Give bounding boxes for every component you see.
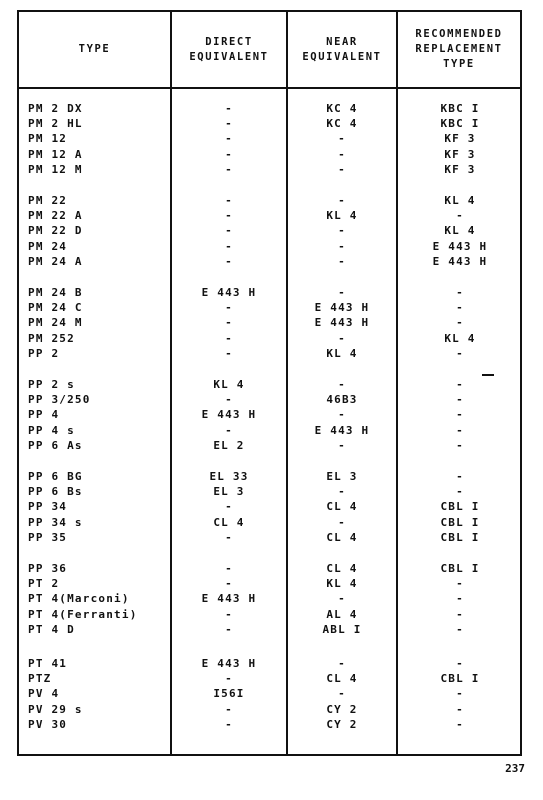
cell-type: PM 22 A	[28, 209, 83, 223]
cell-direct: -	[225, 702, 233, 716]
cell-replacement: KL 4	[444, 224, 476, 238]
cell-type: PM 24 M	[28, 316, 83, 330]
cell-replacement: -	[456, 301, 464, 315]
table-row	[0, 622, 543, 637]
table-row	[0, 223, 543, 238]
cell-direct: E 443 H	[201, 286, 257, 299]
cell-direct: -	[225, 423, 233, 437]
cell-near: -	[338, 438, 346, 452]
header-type: TYPE	[78, 43, 111, 55]
cell-replacement: -	[456, 378, 464, 391]
table-row	[0, 377, 543, 392]
table-row	[0, 702, 543, 717]
cell-near: CY 2	[326, 702, 358, 716]
table-row	[0, 162, 543, 177]
cell-type: PT 2	[28, 577, 60, 591]
cell-direct: -	[225, 530, 233, 544]
cell-near: EL 3	[326, 470, 358, 483]
cell-type: PP 6 BG	[28, 470, 83, 483]
cell-replacement: -	[456, 687, 464, 701]
cell-direct: KL 4	[213, 378, 245, 391]
table-row	[0, 208, 543, 223]
cell-direct: E 443 H	[201, 592, 257, 606]
cell-near: -	[338, 408, 346, 422]
cell-near: -	[338, 286, 346, 299]
cell-type: PP 34	[28, 500, 68, 514]
table-row	[0, 239, 543, 254]
cell-type: PP 4 s	[28, 423, 75, 437]
cell-direct: EL 3	[213, 485, 245, 499]
cell-replacement: CBL I	[440, 672, 480, 686]
cell-replacement: -	[456, 717, 464, 731]
cell-replacement: E 443 H	[432, 239, 488, 253]
table-row	[0, 300, 543, 315]
cell-near: CY 2	[326, 717, 358, 731]
cell-near: -	[338, 224, 346, 238]
cell-replacement: -	[456, 702, 464, 716]
page-number: 237	[505, 762, 525, 775]
cell-type: PM 24 A	[28, 254, 83, 268]
cell-type: PM 24 C	[28, 301, 83, 315]
table-row	[0, 346, 543, 361]
cell-replacement: KBC I	[440, 117, 480, 131]
cell-type: PM 12 A	[28, 147, 83, 161]
cell-near: CL 4	[326, 672, 358, 686]
cell-near: -	[338, 515, 346, 529]
cell-near: E 443 H	[314, 316, 370, 330]
cell-type: PM 12	[28, 132, 68, 146]
cell-near: KL 4	[326, 346, 358, 360]
table-row	[0, 315, 543, 330]
cell-type: PT 4 D	[28, 622, 75, 636]
cell-near: AL 4	[326, 607, 358, 621]
cell-replacement: CBL I	[440, 515, 480, 529]
cell-replacement: -	[456, 592, 464, 606]
cell-direct: EL 33	[209, 470, 249, 483]
cell-direct: -	[225, 224, 233, 238]
cell-replacement: CBL I	[440, 500, 480, 514]
cell-type: PM 2 HL	[28, 117, 83, 131]
cell-direct: -	[225, 316, 233, 330]
cell-direct: -	[225, 117, 233, 131]
cell-near: E 443 H	[314, 423, 370, 437]
cell-replacement: -	[456, 408, 464, 422]
cell-type: PP 36	[28, 562, 68, 575]
cell-type: PT 4(Marconi)	[28, 592, 130, 606]
cell-replacement: KF 3	[444, 147, 476, 161]
cell-near: -	[338, 485, 346, 499]
cell-near: -	[338, 657, 346, 670]
cell-replacement: -	[456, 438, 464, 452]
cell-direct: -	[225, 577, 233, 591]
cell-near: KL 4	[326, 209, 358, 223]
table-row	[0, 101, 543, 116]
cell-type: PM 22	[28, 194, 68, 207]
cell-replacement: KF 3	[444, 162, 476, 176]
cell-type: PV 29 s	[28, 702, 83, 716]
cell-near: -	[338, 687, 346, 701]
cell-near: -	[338, 331, 346, 345]
header-divider	[17, 87, 522, 89]
table-row	[0, 515, 543, 530]
table-row	[0, 407, 543, 422]
cell-direct: E 443 H	[201, 657, 257, 670]
cell-replacement: -	[456, 286, 464, 299]
table-row	[0, 607, 543, 622]
cell-direct: -	[225, 301, 233, 315]
cell-replacement: -	[456, 209, 464, 223]
table-row	[0, 469, 543, 484]
cell-direct: E 443 H	[201, 408, 257, 422]
table-row	[0, 561, 543, 576]
cell-near: -	[338, 194, 346, 207]
cell-direct: -	[225, 102, 233, 115]
table-row	[0, 576, 543, 591]
cell-type: PP 6 As	[28, 438, 83, 452]
cell-near: 46B3	[326, 393, 358, 407]
table-row	[0, 717, 543, 732]
stray-mark	[482, 374, 494, 376]
cell-near: -	[338, 378, 346, 391]
cell-near: -	[338, 147, 346, 161]
cell-near: KL 4	[326, 577, 358, 591]
cell-type: PP 4	[28, 408, 60, 422]
cell-direct: -	[225, 500, 233, 514]
table-row	[0, 530, 543, 545]
cell-replacement: KBC I	[440, 102, 480, 115]
cell-near: ABL I	[322, 622, 362, 636]
cell-direct: -	[225, 209, 233, 223]
cell-type: PM 24 B	[28, 286, 83, 299]
cell-near: -	[338, 254, 346, 268]
table-row	[0, 499, 543, 514]
cell-replacement: KF 3	[444, 132, 476, 146]
cell-direct: -	[225, 162, 233, 176]
cell-near: E 443 H	[314, 301, 370, 315]
table-row	[0, 116, 543, 131]
cell-type: PV 4	[28, 687, 60, 701]
cell-type: PP 35	[28, 530, 68, 544]
header-replacement: RECOMMENDED REPLACEMENT TYPE	[415, 28, 503, 70]
cell-replacement: -	[456, 577, 464, 591]
cell-near: CL 4	[326, 530, 358, 544]
cell-near: -	[338, 592, 346, 606]
cell-type: PM 2 DX	[28, 102, 83, 115]
cell-direct: -	[225, 607, 233, 621]
cell-type: PP 3/250	[28, 393, 91, 407]
cell-type: PT 41	[28, 657, 68, 670]
table-row	[0, 423, 543, 438]
cell-type: PM 252	[28, 331, 75, 345]
cell-direct: -	[225, 622, 233, 636]
cell-replacement: CBL I	[440, 530, 480, 544]
cell-direct: -	[225, 132, 233, 146]
cell-replacement: E 443 H	[432, 254, 488, 268]
cell-type: PTZ	[28, 672, 52, 686]
cell-replacement: -	[456, 657, 464, 670]
header-near: NEAR EQUIVALENT	[302, 35, 382, 63]
cell-near: KC 4	[326, 102, 358, 115]
cell-direct: -	[225, 147, 233, 161]
cell-direct: -	[225, 254, 233, 268]
cell-direct: -	[225, 331, 233, 345]
cell-replacement: KL 4	[444, 331, 476, 345]
cell-replacement: -	[456, 485, 464, 499]
cell-near: KC 4	[326, 117, 358, 131]
cell-replacement: -	[456, 346, 464, 360]
header-direct: DIRECT EQUIVALENT	[189, 35, 269, 63]
cell-replacement: KL 4	[444, 194, 476, 207]
cell-type: PM 22 D	[28, 224, 83, 238]
cell-replacement: -	[456, 316, 464, 330]
table-row	[0, 656, 543, 671]
table-row	[0, 686, 543, 701]
cell-replacement: -	[456, 622, 464, 636]
cell-type: PV 30	[28, 717, 68, 731]
cell-near: CL 4	[326, 500, 358, 514]
cell-type: PP 2	[28, 346, 60, 360]
cell-direct: -	[225, 346, 233, 360]
cell-direct: -	[225, 562, 233, 575]
cell-type: PP 6 Bs	[28, 485, 83, 499]
cell-replacement: -	[456, 423, 464, 437]
table-row	[0, 392, 543, 407]
table-row	[0, 131, 543, 146]
cell-replacement: -	[456, 470, 464, 483]
cell-near: -	[338, 239, 346, 253]
cell-type: PT 4(Ferranti)	[28, 607, 138, 621]
cell-replacement: CBL I	[440, 562, 480, 575]
cell-direct: -	[225, 717, 233, 731]
cell-type: PM 24	[28, 239, 68, 253]
cell-type: PP 34 s	[28, 515, 83, 529]
cell-replacement: -	[456, 393, 464, 407]
cell-replacement: -	[456, 607, 464, 621]
cell-direct: CL 4	[213, 515, 245, 529]
cell-near: -	[338, 132, 346, 146]
cell-type: PM 12 M	[28, 162, 83, 176]
cell-type: PP 2 s	[28, 378, 75, 391]
table-row	[0, 285, 543, 300]
table-row	[0, 147, 543, 162]
cell-direct: -	[225, 393, 233, 407]
cell-direct: -	[225, 194, 233, 207]
cell-direct: I56I	[213, 687, 245, 701]
cell-direct: -	[225, 672, 233, 686]
cell-direct: EL 2	[213, 438, 245, 452]
table-row	[0, 254, 543, 269]
cell-near: CL 4	[326, 562, 358, 575]
table-row	[0, 331, 543, 346]
cell-near: -	[338, 162, 346, 176]
table-row	[0, 193, 543, 208]
table-row	[0, 671, 543, 686]
cell-direct: -	[225, 239, 233, 253]
table-row	[0, 438, 543, 453]
table-row	[0, 591, 543, 606]
table-row	[0, 484, 543, 499]
